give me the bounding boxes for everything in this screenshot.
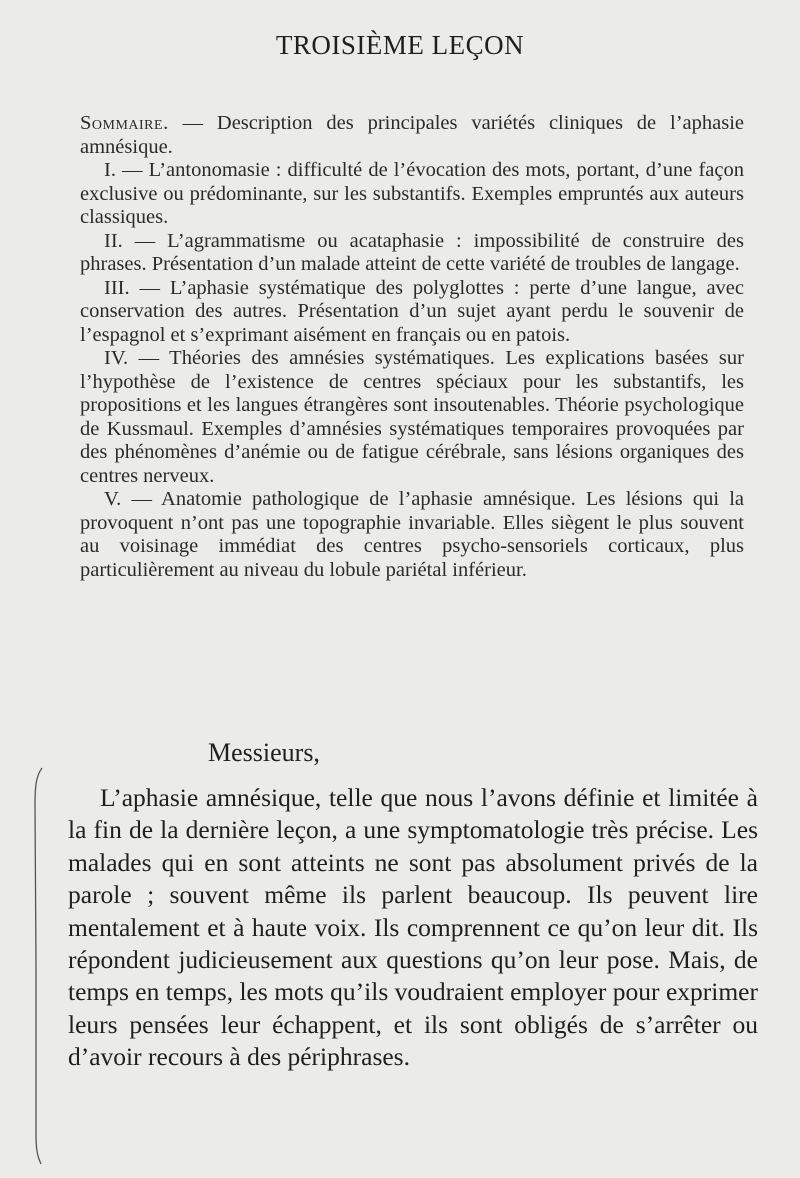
salutation: Messieurs, [208,738,320,767]
lecture-body [68,782,758,1074]
chapter-title: TROISIÈME LEÇON [275,30,525,60]
summary-item-3: III. — L’aphasie systématique des polyglottes : perte d’une langue, avec conservation des autres. Présentation d’un sujet ayant perdu le souvenir de l’espagnol et s’exprimant aisément en français ou en patois. [80,276,744,346]
lecture-paragraph: L’aphasie amnésique, telle que nous l’avons définie et limitée à la fin de la dernière leçon, a une symptomatologie très précise. Les malades qui en sont atteints ne sont pas absolument privés de la parole ; souvent même ils parlent beaucoup. Ils peuvent lire mentalement et à haute voix. Ils comprennent ce qu’on leur dit. Ils répondent judicieusement aux questions qu’on leur pose. Mais, de temps en temps, les mots qu’ils voudraient employer pour exprimer leurs pensées leur échappent, et ils sont obligés de s’arrêter ou d’avoir recours à des périphrases. [68,783,758,1072]
summary-item-5: V. — Anatomie pathologique de l’aphasie amnésique. Les lésions qui la provoquent n’ont pas une topographie invariable. Elles siègent le plus souvent au voisinage immédiat des centres psycho-sensoriels corticaux, plus particulièrement au niveau du lobule pariétal inférieur. [80,488,744,581]
summary-item-1: I. — L’antonomasie : difficulté de l’évocation des mots, portant, d’une façon exclusive ou prédominante, sur les substantifs. Exemples empruntés aux auteurs classiques. [80,159,744,228]
lecture-summary [80,112,744,582]
summary-lead [80,112,744,159]
margin-bracket-mark [30,766,44,1166]
summary-item-2: II. — L’agrammatisme ou acataphasie : impossibilité de construire des phrases. Présentation d’un malade atteint de cette variété de troubles de langage. [80,229,744,275]
summary-item-4: IV. — Théories des amnésies systématiques. Les explications basées sur l’hypothèse de l’existence de centres spéciaux pour les substantifs, les propositions et les langues étrangères sont insoutenables. Théorie psychologique de Kussmaul. Exemples d’amnésies systématiques temporaires provoquées par des phénomènes d’anémie ou de fatigue cérébrale, sans lésions organiques des centres nerveux. [80,347,744,487]
summary-lead-text: — Description des principales variétés cliniques de l’aphasie amnésique. [80,112,744,158]
summary-label: Sommaire. [80,112,169,134]
